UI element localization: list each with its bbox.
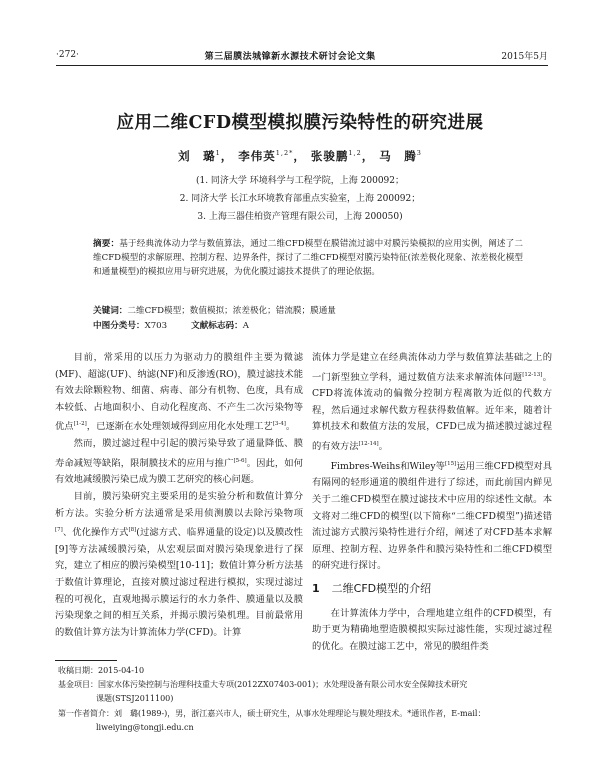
paper-title: 应用二维CFD模型模拟膜污染特性的研究进展 xyxy=(116,113,484,133)
issue-date: 2015年5月 xyxy=(501,51,548,62)
author-list xyxy=(0,148,600,164)
abstract xyxy=(93,237,523,279)
body-column-left xyxy=(55,350,303,641)
section-number: 1 xyxy=(312,582,320,595)
footnote-funding-cont: 课题(STSJ2011100) xyxy=(96,694,174,704)
classification xyxy=(93,320,523,333)
footnote-funding: 基金项目： 国家水体污染控制与治理科技重大专项(2012ZX07403-001)；水处理设备有限公司水安全保障技术研究 xyxy=(58,680,468,690)
affiliation: 3. 上海三器佳柏资产管理有限公司，上海 200050) xyxy=(197,212,403,222)
affiliation: (1. 同济大学 环境科学与工程学院，上海 200092； xyxy=(195,176,405,186)
author: 刘 璐$^1$， xyxy=(178,149,234,163)
footnote-author-bio: 第一作者简介： 刘 璐(1989-)，男，浙江嘉兴市人，硕士研究生，从事水处理理论与膜处理技术。*通讯作者，E-mail： xyxy=(58,708,486,718)
journal-name: 第三届膜法城镎新水源技术研讨会论文集 xyxy=(204,51,376,62)
footnotes xyxy=(58,664,552,735)
abstract-label: 摘要： xyxy=(93,239,120,249)
section-title: 二维CFD模型的介绍 xyxy=(331,582,432,595)
footnote-received: 收稿日期： 2015-04-10 xyxy=(58,666,145,675)
footnote-divider xyxy=(55,660,117,661)
section-heading xyxy=(312,581,552,598)
paragraph: Fimbres-Weihs和Wiley等[15]运用三维CFD模型对具有隔网的轻形通道的膜组件进行了综述，而此前国内鲜见关于二维CFD模型在膜过滤技术中应用的综述性文献。本文将对二维CFD的模型(以下简称“二维CFD模型”)描述错流过滤方式膜污染特性进行介绍，阐述了对CFD基本求解原理、控制方程、边界条件和膜污染特性和二维CFD模型的研究进行探讨。 xyxy=(312,460,552,572)
page-number: ·272· xyxy=(56,50,79,60)
running-header xyxy=(56,48,548,62)
paragraph: 然而，膜过滤过程中引起的膜污染导致了通量降低、膜寿命减短等缺陷，限制膜技术的应用与推广[5-6]。因此，如何有效地减缓膜污染已成为膜工艺研究的核心问题。 xyxy=(55,438,303,486)
footnote-email: liweiying@tongji.edu.cn xyxy=(96,722,194,732)
keywords xyxy=(93,305,523,318)
keywords-text: 二维CFD模型；数值模拟；浓差极化；错流膜；膜通量 xyxy=(127,306,336,316)
keywords-label: 关键词： xyxy=(93,306,128,316)
body-column-right xyxy=(312,350,552,655)
author: 马 腾$^3$ xyxy=(379,149,422,163)
paragraph: 流体力学是建立在经典流体动力学与数值算法基础之上的一门新型独立学科，通过数值方法来求解流体问题[12-13]。CFD将流体流动的偏微分控制方程离散为近似的代数方程，然后通过求解代数方程获得数值解。近年来，随着计算机技术和数值方法的发展，CFD已成为描述膜过滤过程的有效方法[12-14]。 xyxy=(312,352,552,453)
header-divider xyxy=(56,65,548,66)
author: 李伟英$^{1,2*}$， xyxy=(238,149,306,163)
clc-code: X703 xyxy=(144,321,168,331)
doc-code: A xyxy=(242,321,249,331)
clc-label: 中图分类号： xyxy=(93,321,145,331)
abstract-text: 基于经典流体动力学与数值算法，通过二维CFD模型在膜错流过滤中对膜污染模拟的应用实例，阐述了二维CFD模型的求解原理、控制方程、边界条件，探讨了二维CFD模型对膜污染特征(浓差极化现象、浓差极化模型和通量模型)的模拟应用与研究进展，为优化膜过滤技术提供了的理论依据。 xyxy=(93,239,523,277)
author: 张骏鹏$^{1,2}$， xyxy=(310,149,375,163)
affiliation: 2. 同济大学 长江水环境教育部重点实验室，上海 200092； xyxy=(179,194,421,204)
paragraph: 目前，膜污染研究主要采用的是实验分析和数值计算分析方法。实验分析方法通常是采用侦测膜以去除污染物项[7]、优化操作方式[8](过滤方式、临界通量的设定)以及膜改性[9]等方法减缓膜污染，从宏观层面对膜污染现象进行了探究，建立了相应的膜污染模型[10-11]；数值计算分析方法基于数值计算理论，直接对膜过滤过程进行模拟，实现过滤过程的可视化，直观地揭示膜运行的水力条件、膜通量以及膜污染现象之间的相互关系，并揭示膜污染机理。目前最常用的数值计算方法为计算流体力学(CFD)。计算 xyxy=(55,490,303,638)
paragraph: 目前，常采用的以压力为驱动力的膜组件主要为微滤(MF)、超滤(UF)、纳滤(NF)和反渗透(RO)，膜过滤技术能有效去除颗粒物、细菌、病毒、部分有机物、色度，具有成本较低、占地面积小、自动化程度高、不产生二次污染物等优点[1-2]，已逐渐在水处理领域得到应用化水处理工艺[3-4]。 xyxy=(55,352,303,433)
doc-code-label: 文献标志码： xyxy=(191,321,243,331)
paragraph: 在计算流体力学中，合理地建立组件的CFD模型，有助于更为精确地塑造膜模拟实际过滤性能，实现过滤过程的优化。在膜过滤工艺中，常见的膜组件类 xyxy=(312,607,552,652)
